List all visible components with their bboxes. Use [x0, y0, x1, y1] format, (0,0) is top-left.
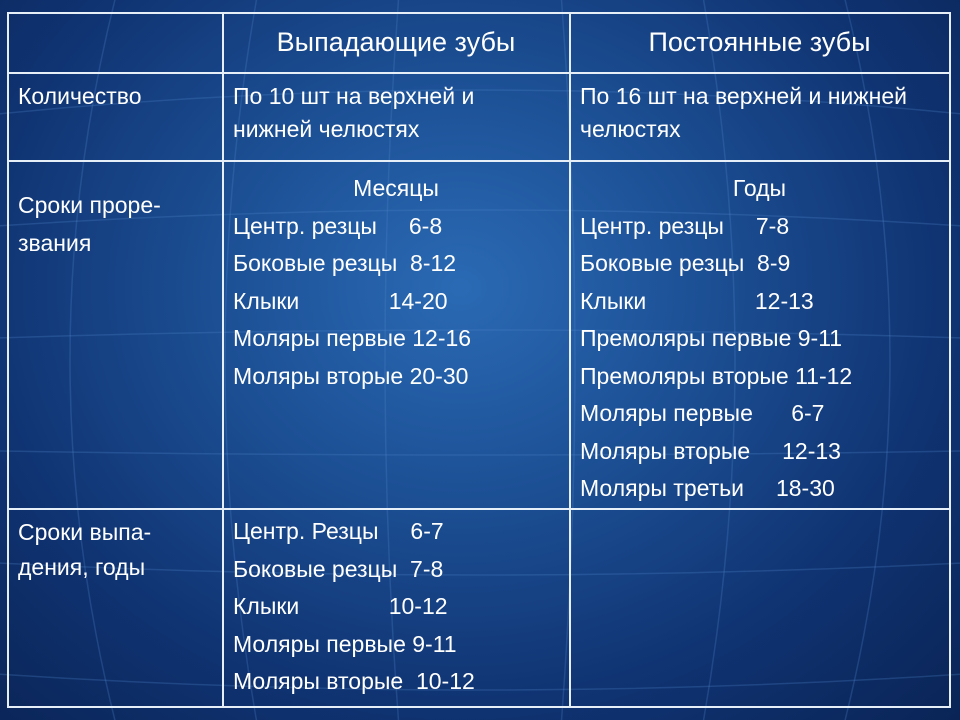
- list-item: Клыки 14-20: [233, 287, 448, 314]
- list-item: Центр. Резцы 6-7: [233, 518, 444, 544]
- label-line: звания: [18, 229, 92, 256]
- list-item: Боковые резцы 8-12: [233, 250, 457, 276]
- list-item: Клыки 12-13: [580, 287, 814, 314]
- row-quantity: [8, 73, 950, 161]
- header-permanent: Постоянные зубы: [570, 13, 950, 73]
- shedding-permanent-empty: [570, 509, 950, 707]
- list-item: Моляры третьи 18-30: [580, 475, 835, 501]
- row-label-quantity: Количество: [8, 73, 223, 161]
- row-label-shedding: [8, 509, 223, 707]
- header-deciduous: Выпадающие зубы: [223, 13, 570, 73]
- teeth-comparison-table: [7, 12, 951, 708]
- quantity-permanent: По 16 шт на верхней и нижней челюстях: [570, 73, 950, 161]
- list-item: Центр. резцы 6-8: [233, 212, 443, 239]
- row-eruption: [8, 161, 950, 509]
- list-item: Моляры первые 12-16: [233, 325, 472, 351]
- row-shedding: [8, 509, 950, 707]
- list-item: Моляры вторые 20-30: [233, 362, 469, 389]
- eruption-permanent: [570, 161, 950, 509]
- unit-title-years: Годы: [732, 175, 787, 201]
- list-item: Моляры первые 9-11: [233, 630, 457, 657]
- list-item: Моляры первые 6-7: [580, 400, 825, 426]
- shedding-deciduous: [223, 509, 570, 707]
- label-line: Сроки выпа-: [18, 519, 152, 545]
- row-label-eruption: [8, 161, 223, 509]
- list-item: Премоляры первые 9-11: [580, 325, 843, 351]
- header-row: [8, 13, 950, 73]
- unit-title-months: Месяцы: [353, 175, 439, 201]
- list-item: Боковые резцы 7-8: [233, 555, 444, 582]
- header-empty-cell: [8, 13, 223, 73]
- label-line: дения, годы: [18, 554, 146, 580]
- list-item: Моляры вторые 10-12: [233, 668, 475, 694]
- list-item: Центр. резцы 7-8: [580, 212, 790, 239]
- list-item: Моляры вторые 12-13: [580, 437, 841, 464]
- list-item: Клыки 10-12: [233, 593, 448, 619]
- label-line: Сроки проре-: [18, 192, 161, 218]
- quantity-deciduous: По 10 шт на верхней и нижней челюстях: [223, 73, 570, 161]
- eruption-deciduous: [223, 161, 570, 509]
- list-item: Премоляры вторые 11-12: [580, 362, 853, 389]
- list-item: Боковые резцы 8-9: [580, 250, 791, 276]
